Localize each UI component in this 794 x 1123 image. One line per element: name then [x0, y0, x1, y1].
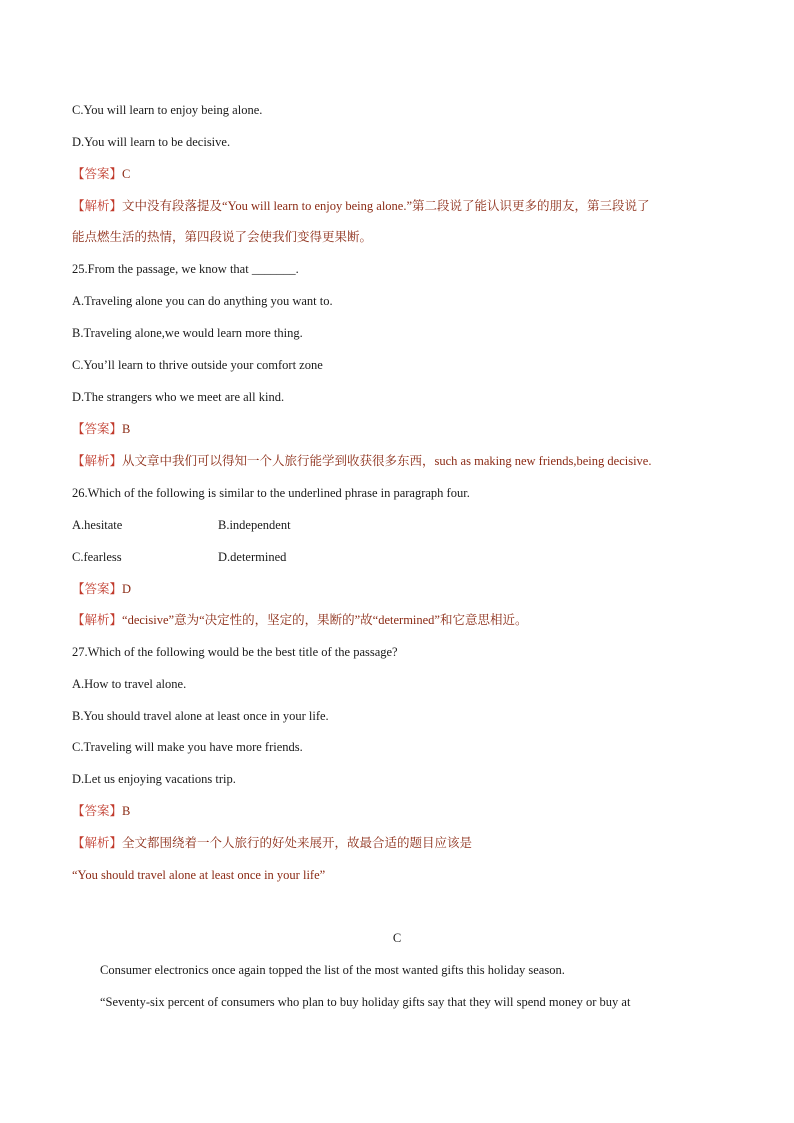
q26-analysis-line	[72, 612, 528, 628]
analysis-text: 全文都围绕着一个人旅行的好处来展开，故最合适的题目应该是	[122, 836, 473, 850]
q26-option-c: C.fearless	[72, 550, 122, 564]
analysis-text-cont: 能点燃生活的热情，第四段说了会使我们变得更果断。	[72, 230, 373, 244]
analysis-text: “decisive”意为“决定性的，坚定的，果断的”故“determined”和它意思相近。	[122, 613, 528, 627]
q25-option-c: C.You’ll learn to thrive outside your comfort zone	[72, 358, 323, 372]
analysis-line	[72, 198, 650, 214]
question-26: 26.Which of the following is similar to the underlined phrase in paragraph four.	[72, 486, 470, 500]
passage-paragraph: Consumer electronics once again topped the list of the most wanted gifts this holiday season.	[100, 963, 565, 977]
q26-options-row2	[72, 549, 672, 565]
section-heading: C	[392, 931, 402, 945]
question-25: 25.From the passage, we know that _______.	[72, 262, 299, 276]
q26-option-a: A.hesitate	[72, 518, 123, 532]
answer-value: B	[122, 422, 131, 436]
q27-option-d: D.Let us enjoying vacations trip.	[72, 772, 236, 786]
passage-paragraph: “Seventy-six percent of consumers who plan to buy holiday gifts say that they will spend money or buy at	[100, 995, 631, 1009]
q27-option-b: B.You should travel alone at least once in your life.	[72, 709, 329, 723]
analysis-text: 从文章中我们可以得知一个人旅行能学到收获很多东西，such as making new friends,being decisive.	[122, 454, 652, 468]
analysis-tag: 【解析】	[72, 613, 123, 627]
option-c: C.You will learn to enjoy being alone.	[72, 103, 263, 117]
q27-option-c: C.Traveling will make you have more friends.	[72, 740, 303, 754]
analysis-text-cont: “You should travel alone at least once in your life”	[72, 868, 326, 882]
q26-options-row1	[72, 517, 672, 533]
answer-tag: 【答案】	[72, 422, 123, 436]
analysis-tag: 【解析】	[72, 836, 123, 850]
answer-line	[72, 166, 130, 182]
q25-analysis-line	[72, 453, 651, 469]
q25-option-a: A.Traveling alone you can do anything you want to.	[72, 294, 333, 308]
answer-tag: 【答案】	[72, 582, 123, 596]
answer-tag: 【答案】	[72, 167, 123, 181]
answer-value: D	[122, 582, 132, 596]
q26-option-d: D.determined	[218, 550, 287, 564]
question-27: 27.Which of the following would be the best title of the passage?	[72, 645, 398, 659]
q26-option-b: B.independent	[218, 518, 291, 532]
answer-value: B	[122, 804, 131, 818]
q25-option-d: D.The strangers who we meet are all kind.	[72, 390, 285, 404]
q27-analysis-line	[72, 835, 472, 851]
q25-option-b: B.Traveling alone,we would learn more thing.	[72, 326, 303, 340]
option-d: D.You will learn to be decisive.	[72, 135, 231, 149]
q27-answer-line	[72, 803, 130, 819]
analysis-tag: 【解析】	[72, 199, 123, 213]
q27-option-a: A.How to travel alone.	[72, 677, 187, 691]
answer-value: C	[122, 167, 131, 181]
analysis-tag: 【解析】	[72, 454, 123, 468]
q25-answer-line	[72, 421, 130, 437]
analysis-text: 文中没有段落提及“You will learn to enjoy being alone.”第二段说了能认识更多的朋友，第三段说了	[122, 199, 650, 213]
answer-tag: 【答案】	[72, 804, 123, 818]
q26-answer-line	[72, 581, 131, 597]
